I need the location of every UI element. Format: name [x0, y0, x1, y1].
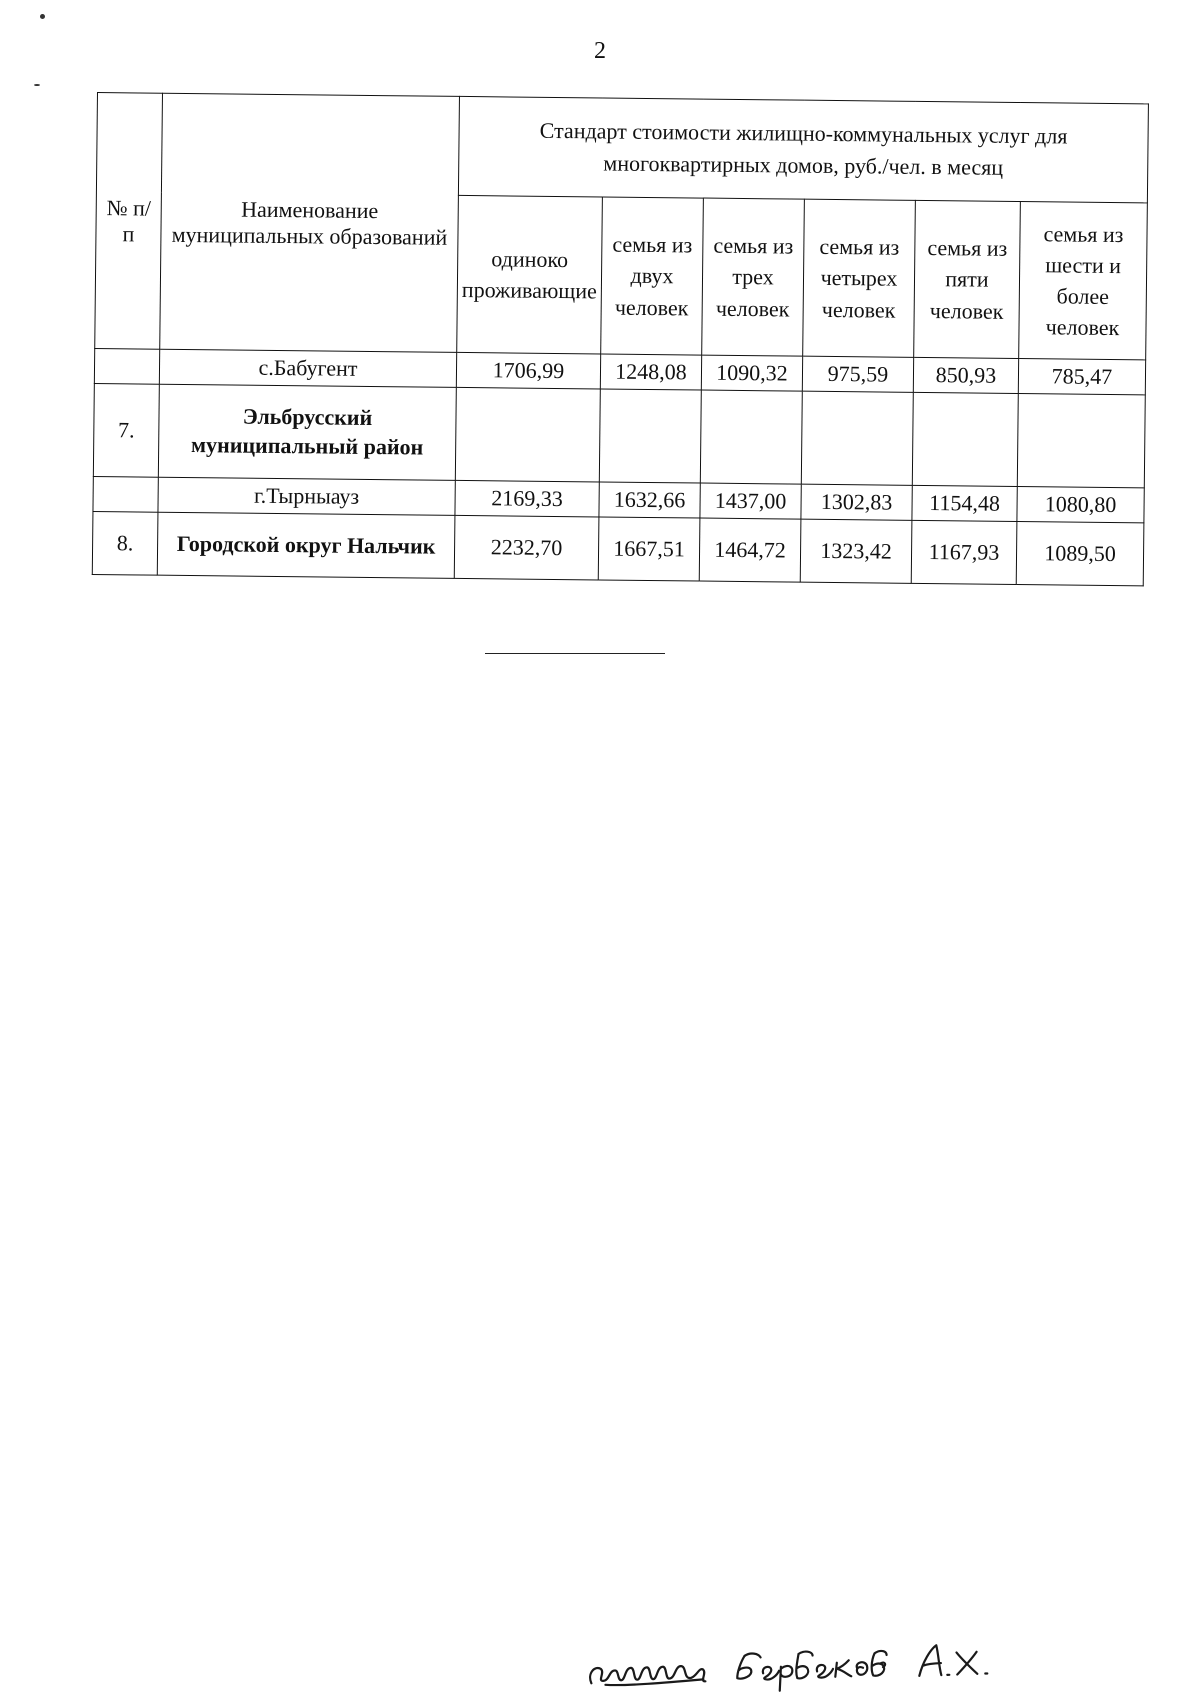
cost-value: 850,93: [913, 357, 1018, 393]
cost-value: 1080,80: [1017, 486, 1144, 522]
cost-value: 1323,42: [800, 519, 912, 583]
cost-value: 1154,48: [912, 485, 1017, 521]
table-row: [92, 511, 1144, 585]
cost-value: 1632,66: [599, 482, 700, 518]
header-column: семья из четырех человек: [803, 199, 916, 357]
header-column: семья из двух человек: [601, 197, 704, 355]
cost-value: [455, 387, 600, 482]
tariff-table: [92, 92, 1149, 586]
row-number: [94, 348, 159, 384]
cost-value: 1437,00: [700, 483, 801, 519]
municipality-name: Городской округ Нальчик: [157, 512, 455, 578]
header-number: № п/п: [95, 93, 163, 350]
cost-value: [599, 389, 701, 483]
cost-value: [1017, 393, 1145, 487]
cost-value: [801, 391, 913, 485]
table-row: [93, 383, 1145, 487]
cost-value: 1167,93: [911, 520, 1017, 584]
header-column: семья из трех человек: [702, 198, 805, 356]
municipality-name: г.Тырныауз: [158, 477, 455, 515]
closing-rule: [485, 653, 665, 654]
cost-value: 2232,70: [454, 515, 599, 580]
cost-value: [912, 392, 1018, 486]
cost-value: 1706,99: [456, 352, 600, 389]
header-municipality: Наименование муниципальных образований: [160, 93, 460, 352]
header-column: семья из шести и более человек: [1019, 201, 1148, 359]
cost-value: 975,59: [802, 356, 913, 392]
page-number: 2: [594, 38, 606, 64]
signature-icon: [584, 1629, 1016, 1704]
cost-value: 1302,83: [801, 484, 912, 520]
cost-value: 785,47: [1018, 358, 1145, 394]
header-cost-standard: Стандарт стоимости жилищно-коммунальных услуг для многоквартирных домов, руб./чел. в месяц: [458, 96, 1148, 202]
cost-value: 1090,32: [701, 355, 802, 391]
row-number: [93, 476, 158, 512]
row-number: 7.: [93, 383, 159, 477]
header-column: одиноко проживающие: [457, 195, 603, 354]
cost-value: [700, 390, 802, 484]
cost-value: 1464,72: [699, 518, 801, 582]
cost-value: 1248,08: [600, 354, 701, 390]
cost-value: 2169,33: [455, 480, 599, 517]
cost-value: 1089,50: [1016, 521, 1144, 585]
scan-speck: [40, 14, 45, 19]
handwritten-signature: [584, 1629, 1016, 1708]
municipality-name: с.Бабугент: [159, 349, 456, 387]
scan-speck: [34, 84, 40, 86]
row-number: 8.: [92, 511, 158, 575]
header-column: семья из пяти человек: [914, 200, 1021, 358]
municipality-name: Эльбрусский муниципальный район: [158, 384, 456, 480]
cost-value: 1667,51: [598, 517, 700, 581]
